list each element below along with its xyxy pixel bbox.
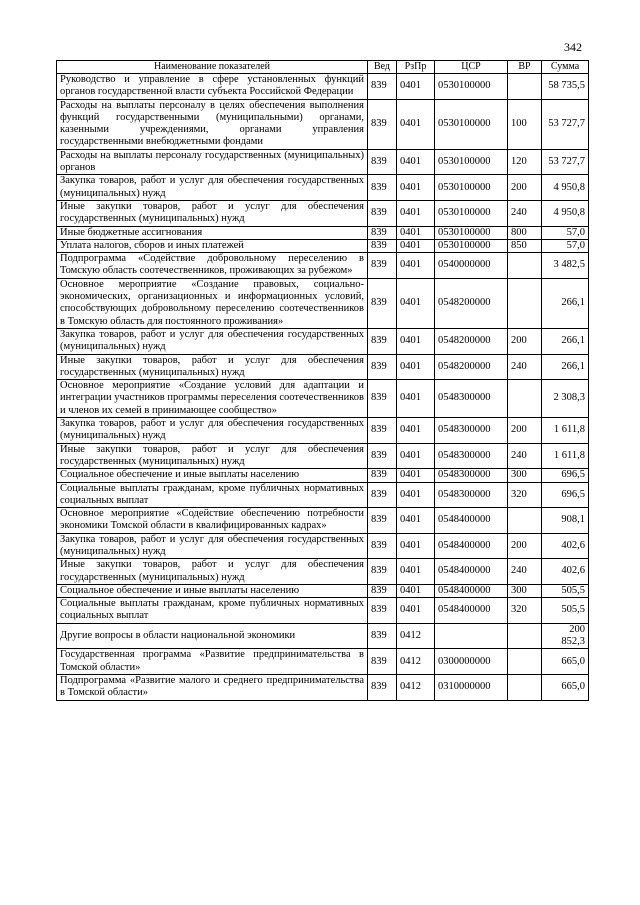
row-rzpr: 0401 <box>397 99 435 149</box>
row-name: Иные закупки товаров, работ и услуг для обеспечения государственных (муниципальных) нужд <box>57 443 368 469</box>
row-name: Расходы на выплаты персоналу государственных (муниципальных) органов <box>57 149 368 175</box>
row-rzpr: 0401 <box>397 278 435 328</box>
table-row <box>57 508 589 534</box>
column-header-name: Наименование показателей <box>57 61 368 74</box>
row-name: Иные бюджетные ассигнования <box>57 226 368 239</box>
row-rzpr: 0401 <box>397 482 435 508</box>
row-vr: 240 <box>508 443 542 469</box>
row-ved: 839 <box>368 649 397 675</box>
row-sum: 266,1 <box>542 354 589 380</box>
row-ved: 839 <box>368 508 397 534</box>
row-rzpr: 0401 <box>397 226 435 239</box>
row-ved: 839 <box>368 443 397 469</box>
row-ved: 839 <box>368 278 397 328</box>
table-row <box>57 469 589 482</box>
column-header-vr: ВР <box>508 61 542 74</box>
table-row <box>57 328 589 354</box>
row-csr: 0548400000 <box>435 598 508 624</box>
row-name: Иные закупки товаров, работ и услуг для обеспечения государственных (муниципальных) нужд <box>57 559 368 585</box>
row-ved: 839 <box>368 559 397 585</box>
table-row <box>57 226 589 239</box>
row-csr: 0548200000 <box>435 354 508 380</box>
row-vr <box>508 278 542 328</box>
table-row <box>57 278 589 328</box>
row-csr: 0530100000 <box>435 99 508 149</box>
row-vr <box>508 649 542 675</box>
row-name: Основное мероприятие «Содействие обеспечению потребности экономики Томской области в квалифицированных кадрах» <box>57 508 368 534</box>
row-sum: 505,5 <box>542 598 589 624</box>
row-csr: 0300000000 <box>435 649 508 675</box>
row-ved: 839 <box>368 226 397 239</box>
row-vr: 100 <box>508 99 542 149</box>
row-csr: 0548400000 <box>435 508 508 534</box>
row-ved: 839 <box>368 74 397 100</box>
row-vr: 240 <box>508 559 542 585</box>
row-name: Уплата налогов, сборов и иных платежей <box>57 239 368 252</box>
table-row <box>57 239 589 252</box>
row-csr: 0548300000 <box>435 482 508 508</box>
row-sum: 57,0 <box>542 239 589 252</box>
row-csr: 0530100000 <box>435 200 508 226</box>
row-sum: 4 950,8 <box>542 200 589 226</box>
row-rzpr: 0401 <box>397 533 435 559</box>
row-rzpr: 0401 <box>397 508 435 534</box>
row-vr: 850 <box>508 239 542 252</box>
row-vr: 240 <box>508 200 542 226</box>
table-row <box>57 380 589 418</box>
row-sum: 665,0 <box>542 649 589 675</box>
row-ved: 839 <box>368 328 397 354</box>
row-name: Подпрограмма «Развитие малого и среднего предпринимательства в Томской области» <box>57 674 368 700</box>
row-rzpr: 0401 <box>397 74 435 100</box>
row-ved: 839 <box>368 149 397 175</box>
row-ved: 839 <box>368 354 397 380</box>
row-vr <box>508 380 542 418</box>
table-row <box>57 598 589 624</box>
row-sum: 908,1 <box>542 508 589 534</box>
row-vr: 320 <box>508 482 542 508</box>
table-row <box>57 674 589 700</box>
row-ved: 839 <box>368 674 397 700</box>
row-sum: 58 735,5 <box>542 74 589 100</box>
row-vr <box>508 508 542 534</box>
row-sum: 53 727,7 <box>542 149 589 175</box>
row-ved: 839 <box>368 584 397 597</box>
row-rzpr: 0401 <box>397 175 435 201</box>
column-header-csr: ЦСР <box>435 61 508 74</box>
table-row <box>57 482 589 508</box>
table-row <box>57 649 589 675</box>
row-sum: 505,5 <box>542 584 589 597</box>
row-sum: 200 852,3 <box>542 623 589 649</box>
row-sum: 4 950,8 <box>542 175 589 201</box>
row-rzpr: 0401 <box>397 418 435 444</box>
row-vr <box>508 74 542 100</box>
row-ved: 839 <box>368 253 397 279</box>
row-rzpr: 0401 <box>397 354 435 380</box>
row-vr: 200 <box>508 175 542 201</box>
row-vr: 800 <box>508 226 542 239</box>
column-header-ved: Вед <box>368 61 397 74</box>
row-ved: 839 <box>368 175 397 201</box>
row-sum: 665,0 <box>542 674 589 700</box>
row-rzpr: 0412 <box>397 649 435 675</box>
row-name: Расходы на выплаты персоналу в целях обеспечения выполнения функций государственными (муниципальными) органами, казенными учреждениями, органами управления государственными внебюджетными фондами <box>57 99 368 149</box>
row-csr: 0530100000 <box>435 175 508 201</box>
table-row <box>57 253 589 279</box>
row-sum: 57,0 <box>542 226 589 239</box>
row-csr: 0310000000 <box>435 674 508 700</box>
row-rzpr: 0401 <box>397 328 435 354</box>
row-sum: 402,6 <box>542 559 589 585</box>
row-name: Основное мероприятие «Создание условий для адаптации и интеграции участников программы переселения соотечественников и членов их семей в принимающее сообщество» <box>57 380 368 418</box>
row-ved: 839 <box>368 99 397 149</box>
row-ved: 839 <box>368 469 397 482</box>
row-vr <box>508 674 542 700</box>
row-name: Руководство и управление в сфере установленных функций органов государственной власти субъекта Российской Федерации <box>57 74 368 100</box>
row-csr: 0548300000 <box>435 380 508 418</box>
row-rzpr: 0401 <box>397 149 435 175</box>
row-name: Государственная программа «Развитие предпринимательства в Томской области» <box>57 649 368 675</box>
table-row <box>57 443 589 469</box>
row-name: Закупка товаров, работ и услуг для обеспечения государственных (муниципальных) нужд <box>57 533 368 559</box>
row-rzpr: 0401 <box>397 559 435 585</box>
row-csr: 0530100000 <box>435 74 508 100</box>
row-csr <box>435 623 508 649</box>
row-vr: 120 <box>508 149 542 175</box>
row-rzpr: 0401 <box>397 200 435 226</box>
table-row <box>57 354 589 380</box>
row-csr: 0548200000 <box>435 278 508 328</box>
row-rzpr: 0401 <box>397 584 435 597</box>
row-ved: 839 <box>368 623 397 649</box>
column-header-sum: Сумма <box>542 61 589 74</box>
row-sum: 1 611,8 <box>542 443 589 469</box>
row-vr <box>508 253 542 279</box>
row-csr: 0548400000 <box>435 559 508 585</box>
table-row <box>57 584 589 597</box>
table-row <box>57 74 589 100</box>
row-ved: 839 <box>368 239 397 252</box>
row-rzpr: 0412 <box>397 674 435 700</box>
column-header-rzpr: РзПр <box>397 61 435 74</box>
row-name: Закупка товаров, работ и услуг для обеспечения государственных (муниципальных) нужд <box>57 418 368 444</box>
table-row <box>57 99 589 149</box>
row-vr: 300 <box>508 469 542 482</box>
row-sum: 1 611,8 <box>542 418 589 444</box>
row-name: Социальное обеспечение и иные выплаты населению <box>57 469 368 482</box>
row-vr: 200 <box>508 418 542 444</box>
row-name: Закупка товаров, работ и услуг для обеспечения государственных (муниципальных) нужд <box>57 328 368 354</box>
row-vr: 200 <box>508 533 542 559</box>
row-name: Основное мероприятие «Создание правовых, социально-экономических, организационных и информационных условий, способствующих добровольному переселению соотечественников в Томскую область для постоянного проживания» <box>57 278 368 328</box>
row-csr: 0548400000 <box>435 584 508 597</box>
row-ved: 839 <box>368 598 397 624</box>
row-csr: 0530100000 <box>435 149 508 175</box>
table-row <box>57 149 589 175</box>
row-name: Социальные выплаты гражданам, кроме публичных нормативных социальных выплат <box>57 598 368 624</box>
row-sum: 3 482,5 <box>542 253 589 279</box>
row-csr: 0548300000 <box>435 469 508 482</box>
row-ved: 839 <box>368 533 397 559</box>
row-csr: 0530100000 <box>435 239 508 252</box>
table-row <box>57 559 589 585</box>
table-row <box>57 175 589 201</box>
row-csr: 0548400000 <box>435 533 508 559</box>
row-rzpr: 0401 <box>397 253 435 279</box>
row-vr: 320 <box>508 598 542 624</box>
row-sum: 696,5 <box>542 482 589 508</box>
row-vr: 300 <box>508 584 542 597</box>
row-rzpr: 0401 <box>397 380 435 418</box>
row-ved: 839 <box>368 380 397 418</box>
row-csr: 0530100000 <box>435 226 508 239</box>
row-csr: 0548300000 <box>435 443 508 469</box>
table-row <box>57 200 589 226</box>
row-rzpr: 0401 <box>397 469 435 482</box>
row-name: Закупка товаров, работ и услуг для обеспечения государственных (муниципальных) нужд <box>57 175 368 201</box>
budget-table <box>56 60 589 701</box>
row-csr: 0548200000 <box>435 328 508 354</box>
row-name: Иные закупки товаров, работ и услуг для обеспечения государственных (муниципальных) нужд <box>57 354 368 380</box>
row-name: Другие вопросы в области национальной экономики <box>57 623 368 649</box>
row-sum: 53 727,7 <box>542 99 589 149</box>
table-row <box>57 418 589 444</box>
row-sum: 696,5 <box>542 469 589 482</box>
page-number: 342 <box>564 40 582 54</box>
row-name: Подпрограмма «Содействие добровольному переселению в Томскую область соотечественников, проживающих за рубежом» <box>57 253 368 279</box>
row-name: Иные закупки товаров, работ и услуг для обеспечения государственных (муниципальных) нужд <box>57 200 368 226</box>
row-sum: 266,1 <box>542 328 589 354</box>
row-vr: 200 <box>508 328 542 354</box>
row-ved: 839 <box>368 482 397 508</box>
row-ved: 839 <box>368 200 397 226</box>
row-rzpr: 0401 <box>397 239 435 252</box>
row-sum: 402,6 <box>542 533 589 559</box>
row-sum: 266,1 <box>542 278 589 328</box>
row-rzpr: 0401 <box>397 443 435 469</box>
row-name: Социальное обеспечение и иные выплаты населению <box>57 584 368 597</box>
row-name: Социальные выплаты гражданам, кроме публичных нормативных социальных выплат <box>57 482 368 508</box>
table-header-row <box>57 61 589 74</box>
row-csr: 0540000000 <box>435 253 508 279</box>
row-ved: 839 <box>368 418 397 444</box>
row-rzpr: 0401 <box>397 598 435 624</box>
table-row <box>57 533 589 559</box>
row-vr: 240 <box>508 354 542 380</box>
row-sum: 2 308,3 <box>542 380 589 418</box>
table-row <box>57 623 589 649</box>
row-vr <box>508 623 542 649</box>
row-csr: 0548300000 <box>435 418 508 444</box>
row-rzpr: 0412 <box>397 623 435 649</box>
